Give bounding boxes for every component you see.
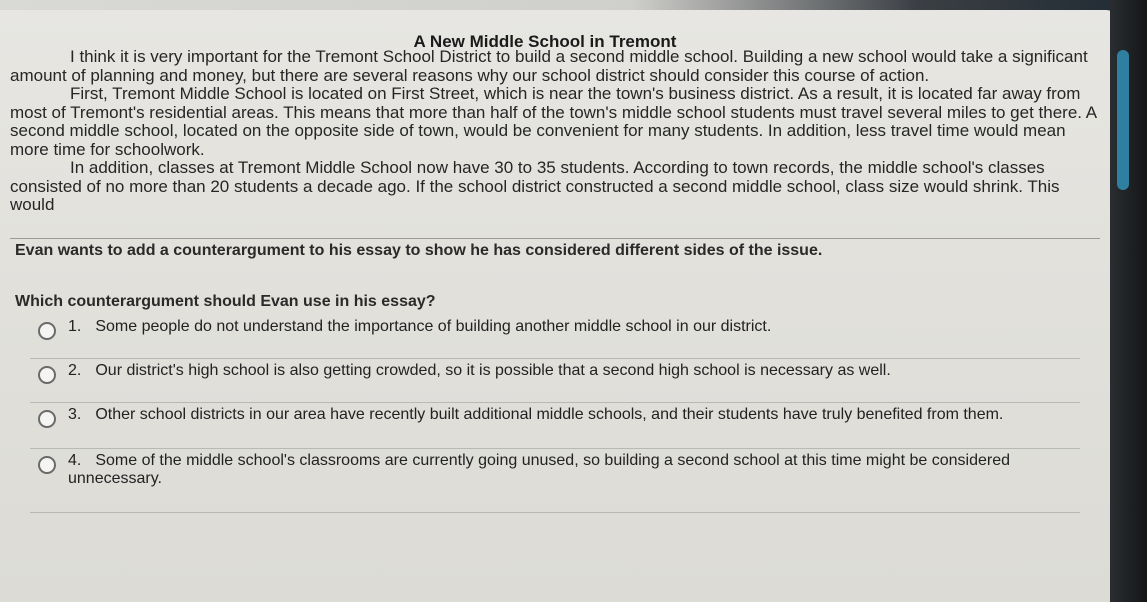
answer-option-3[interactable] bbox=[30, 406, 1080, 449]
option-label: Our district's high school is also getting crowded, so it is possible that a second high school is necessary as well. bbox=[95, 362, 891, 379]
answer-option-4[interactable] bbox=[30, 452, 1080, 513]
scrollbar[interactable] bbox=[1117, 50, 1129, 190]
page-title: A New Middle School in Tremont bbox=[413, 32, 677, 51]
passage-paragraph-3: In addition, classes at Tremont Middle School now have 30 to 35 students. According to town records, the middle school's classes consisted of no more than 20 students a decade ago. If the school district constructed a second middle school, class size would shrink. This would bbox=[10, 158, 1060, 214]
option-text bbox=[68, 406, 1070, 424]
passage bbox=[10, 48, 1100, 215]
option-number: 4. bbox=[68, 452, 82, 469]
question-prompt: Evan wants to add a counterargument to his essay to show he has considered different sides of the issue. bbox=[15, 242, 823, 259]
option-label: Some of the middle school's classrooms are currently going unused, so building a second school at this time might be considered unnecessary. bbox=[68, 452, 1010, 487]
option-text bbox=[68, 452, 1070, 488]
passage-paragraph-2: First, Tremont Middle School is located on First Street, which is near the town's business district. As a result, it is located far away from most of Tremont's residential areas. This means that more than half of the town's middle school students must travel several miles to get there. A second middle school, located on the opposite side of town, would be convenient for many students. In addition, less travel time would mean more time for schoolwork. bbox=[10, 84, 1097, 159]
answer-option-1[interactable] bbox=[30, 318, 1080, 359]
passage-paragraph-1: I think it is very important for the Tremont School District to build a second middle school. Building a new school would take a significant amount of planning and money, but there are several reasons why our school district should consider this course of action. bbox=[10, 47, 1088, 85]
divider bbox=[10, 238, 1100, 239]
option-number: 2. bbox=[68, 362, 82, 379]
option-text bbox=[68, 362, 1070, 380]
radio-button-icon[interactable] bbox=[38, 366, 56, 384]
radio-button-icon[interactable] bbox=[38, 410, 56, 428]
option-text bbox=[68, 318, 1070, 336]
radio-button-icon[interactable] bbox=[38, 456, 56, 474]
radio-button-icon[interactable] bbox=[38, 322, 56, 340]
answer-option-2[interactable] bbox=[30, 362, 1080, 403]
question-text: Which counterargument should Evan use in his essay? bbox=[15, 293, 436, 310]
option-number: 1. bbox=[68, 318, 82, 335]
option-label: Other school districts in our area have recently built additional middle schools, and their students have truly benefited from them. bbox=[95, 406, 1004, 423]
option-label: Some people do not understand the importance of building another middle school in our district. bbox=[95, 318, 772, 335]
option-number: 3. bbox=[68, 406, 82, 423]
